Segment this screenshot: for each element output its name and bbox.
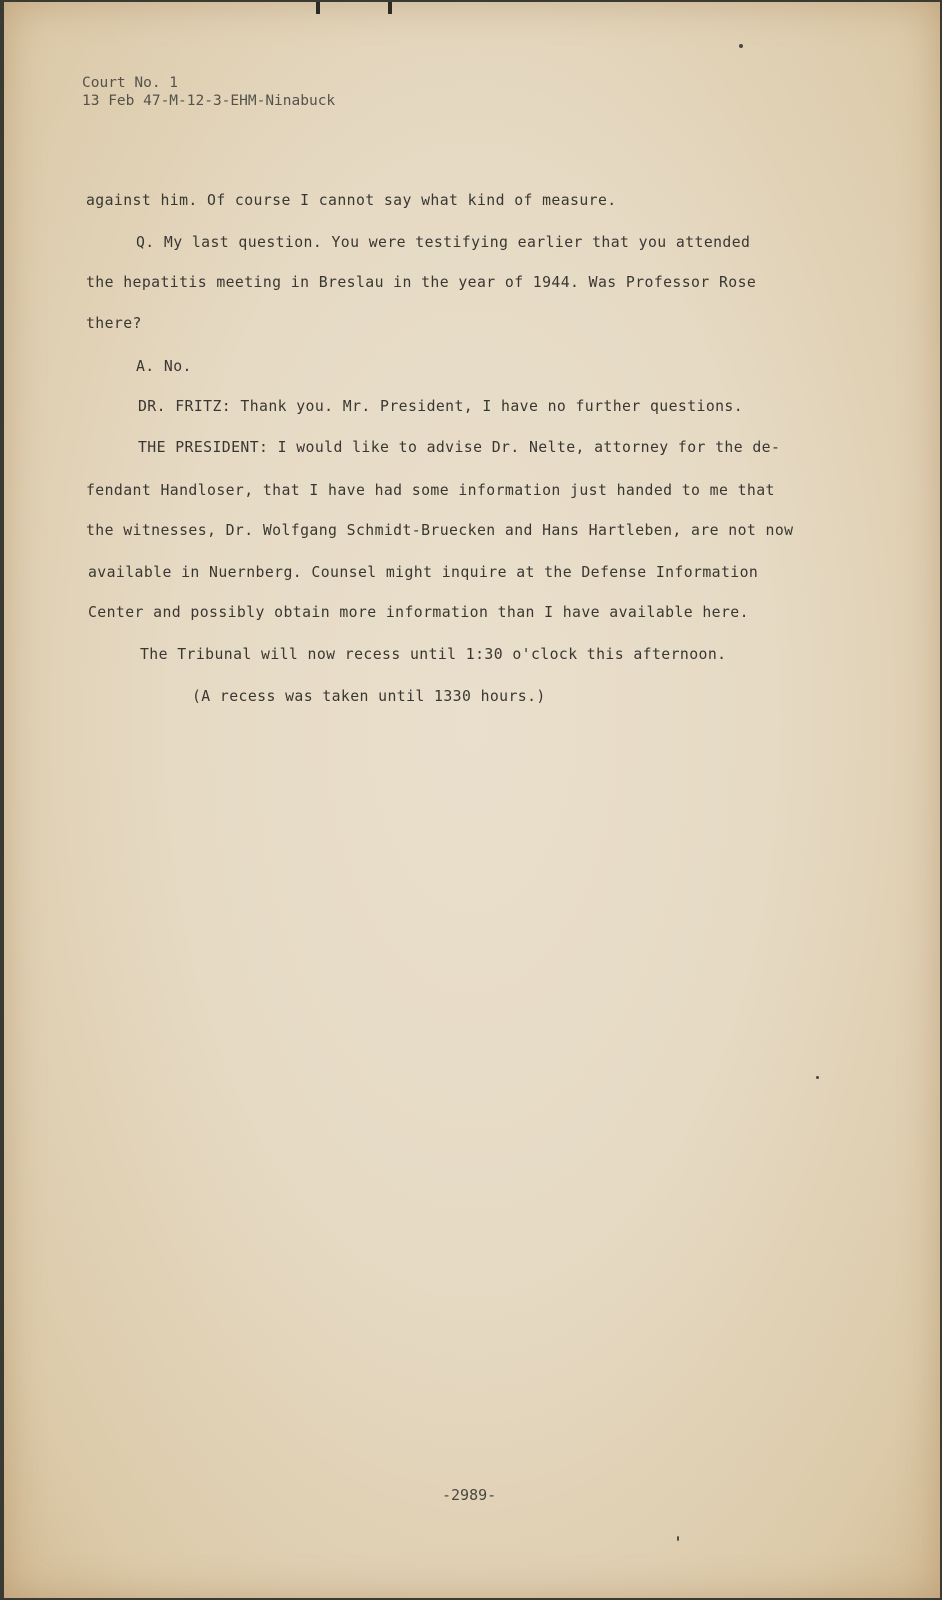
page-number: -2989- xyxy=(442,1486,497,1504)
document-page xyxy=(4,2,940,1598)
text-line: DR. FRITZ: Thank you. Mr. President, I have no further questions. xyxy=(138,398,744,415)
text-line: (A recess was taken until 1330 hours.) xyxy=(192,688,546,705)
text-line: Center and possibly obtain more information than I have available here. xyxy=(88,604,749,621)
text-line: the witnesses, Dr. Wolfgang Schmidt-Bruecken and Hans Hartleben, are not now xyxy=(86,522,794,539)
binding-notch xyxy=(316,2,320,14)
paper-speck xyxy=(677,1536,679,1541)
paper-speck xyxy=(739,44,743,48)
text-line: there? xyxy=(86,315,142,332)
text-line: against him. Of course I cannot say what kind of measure. xyxy=(86,192,617,209)
court-number: Court No. 1 xyxy=(82,75,179,91)
text-line: The Tribunal will now recess until 1:30 o'clock this afternoon. xyxy=(140,646,727,663)
text-line: A. No. xyxy=(136,358,192,375)
text-line: available in Nuernberg. Counsel might inquire at the Defense Information xyxy=(88,564,759,581)
text-line: Q. My last question. You were testifying earlier that you attended xyxy=(136,234,751,251)
text-line: THE PRESIDENT: I would like to advise Dr. Nelte, attorney for the de- xyxy=(138,439,781,456)
binding-notch xyxy=(388,2,392,14)
text-line: fendant Handloser, that I have had some information just handed to me that xyxy=(86,482,775,499)
paper-speck xyxy=(816,1076,819,1079)
document-header xyxy=(82,74,335,110)
session-reference: 13 Feb 47-M-12-3-EHM-Ninabuck xyxy=(82,93,336,109)
text-line: the hepatitis meeting in Breslau in the year of 1944. Was Professor Rose xyxy=(86,274,757,291)
